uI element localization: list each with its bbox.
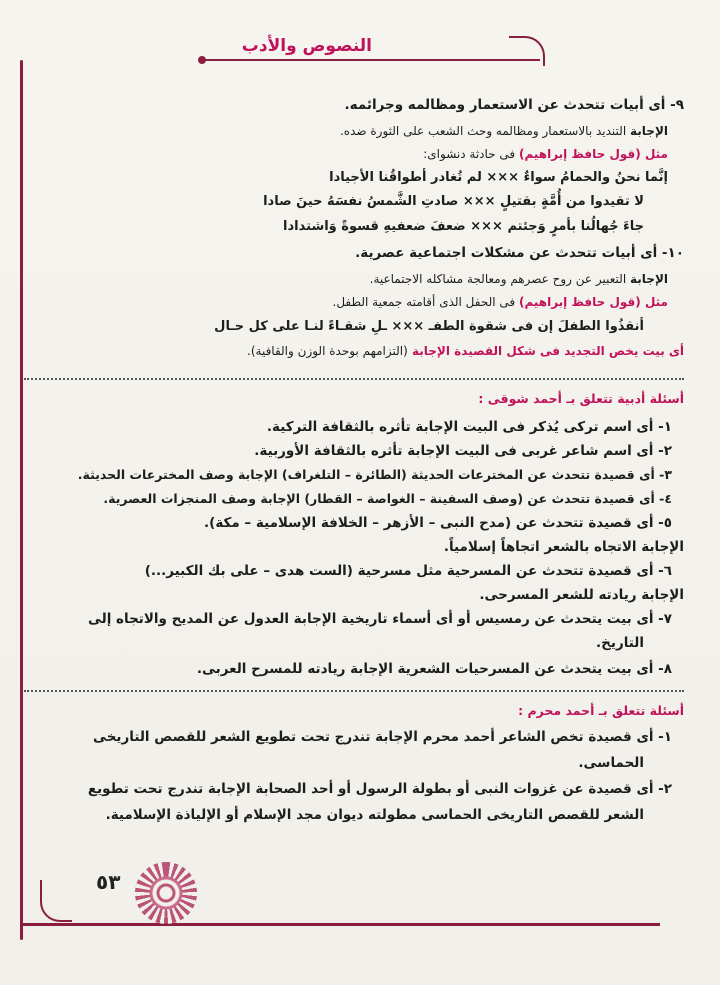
shawqi-item-1: ١- أى اسم تركى يُذكر فى البيت الإجابة تأثره بالثقافة التركية. (266, 419, 672, 435)
shawqi-item-2: ٢- أى اسم شاعر غربى فى البيت الإجابة تأثره بالثقافة الأوربية. (254, 443, 672, 459)
example-prefix: مثل (قول حافظ إبراهيم) (518, 147, 668, 161)
shawqi-answer-5: الإجابة الاتجاه بالشعر اتجاهاً إسلامياً. (443, 539, 684, 555)
shawqi-answer-6: الإجابة ريادته للشعر المسرحى. (479, 587, 684, 603)
muharram-item-2: ٢- أى قصيدة عن غزوات النبى أو بطولة الرسول أو أحد الصحابة الإجابة تندرج تحت تطويع (87, 781, 672, 797)
header-swirl-ornament (509, 36, 545, 66)
header-underline (200, 59, 540, 61)
muharram-heading: أسئلة تتعلق بـ أحمد محرم : (518, 703, 684, 718)
shawqi-item-5: ٥- أى قصيدة تتحدث عن (مدح النبى – الأزهر – الخلافة الإسلامية – مكة). (204, 515, 672, 531)
shawqi-heading: أسئلة أدبية تتعلق بـ أحمد شوقى : (478, 391, 684, 406)
example-suffix: فى حادثة دنشواى: (423, 147, 516, 161)
example-9 (423, 145, 668, 163)
answer-text: التنديد بالاستعمار ومظالمه وحث الشعب على الثورة ضده. (339, 124, 627, 138)
extra-question (247, 342, 684, 360)
answer-10 (370, 270, 668, 288)
answer-text: التعبير عن روح عصرهم ومعالجة مشاكله الاجتماعية. (369, 272, 627, 286)
shawqi-item-7: ٧- أى بيت يتحدث عن رمسيس أو أى أسماء تاريخية الإجابة العدول عن المديح والاتجاه إلى (87, 611, 672, 627)
extra-answer-label: الإجابة (411, 344, 450, 358)
shawqi-item-7-cont: التاريخ. (596, 635, 644, 651)
answer-label: الإجابة (630, 124, 668, 138)
rosette-ornament (135, 862, 197, 924)
answer-9 (340, 122, 668, 140)
example-prefix: مثل (قول حافظ إبراهيم) (518, 295, 668, 309)
divider (24, 378, 684, 380)
answer-label: الإجابة (630, 272, 668, 286)
example-suffix: فى الحفل الذى أقامته جمعية الطفل. (332, 295, 516, 309)
header-dot-ornament (198, 56, 206, 64)
extra-question-text: أى بيت يخص التجديد فى شكل القصيدة (454, 344, 684, 358)
verse-10: أنقذُوا الطفلَ إن فى شقوة الطفـ ××× ـلِ شقـاءً لنـا على كل حـال (214, 319, 644, 334)
verse-2: لا تقيدوا من أُمَّةٍ بقتيلٍ ××× صادتِ الشَّمسُ نفسَهُ حينَ صادا (263, 194, 644, 209)
frame-left-border (20, 60, 23, 940)
muharram-item-1-cont: الحماسى. (578, 755, 644, 771)
question-9: ٩- أى أبيات تتحدث عن الاستعمار ومظالمه وجرائمه. (344, 97, 684, 113)
shawqi-item-3: ٣- أى قصيدة تتحدث عن المخترعات الحديثة (الطائرة – التلغراف) الإجابة وصف المخترعات الحديثة. (77, 467, 672, 482)
extra-answer-text: (التزامهم بوحدة الوزن والقافية). (247, 344, 408, 358)
shawqi-item-6: ٦- أى قصيدة تتحدث عن المسرحية مثل مسرحية (الست هدى – على بك الكبير...) (144, 563, 672, 579)
divider (24, 690, 684, 692)
example-10 (333, 293, 668, 311)
bottom-curl-ornament (40, 880, 72, 922)
question-10: ١٠- أى أبيات تتحدث عن مشكلات اجتماعية عصرية. (355, 245, 684, 261)
page-title: النصوص والأدب (241, 36, 372, 56)
muharram-item-2-cont: الشعر للقصص التاريخى الحماسى مطولته ديوان مجد الإسلام أو الإلياذة الإسلامية. (105, 807, 644, 823)
shawqi-item-4: ٤- أى قصيدة تتحدث عن (وصف السفينة – الغواصة – القطار) الإجابة وصف المنجزات العصرية. (103, 491, 672, 506)
muharram-item-1: ١- أى قصيدة تخص الشاعر أحمد محرم الإجابة تندرج تحت تطويع الشعر للقصص التاريخى (93, 729, 672, 745)
page-number: ٥٣ (96, 870, 121, 894)
verse-3: جاءَ جُهالُنا بأمرٍ وَجئتم ××× ضعفَ ضعفيهِ قسوةً وَاشتدادا (283, 219, 644, 234)
shawqi-item-8: ٨- أى بيت يتحدث عن المسرحيات الشعرية الإجابة ريادته للمسرح العربى. (196, 661, 672, 677)
frame-bottom-border (20, 923, 660, 926)
verse-1: إنَّما نحنُ والحمامُ سواءٌ ××× لم تُغادر أطواقُنا الأجيادا (329, 170, 668, 185)
